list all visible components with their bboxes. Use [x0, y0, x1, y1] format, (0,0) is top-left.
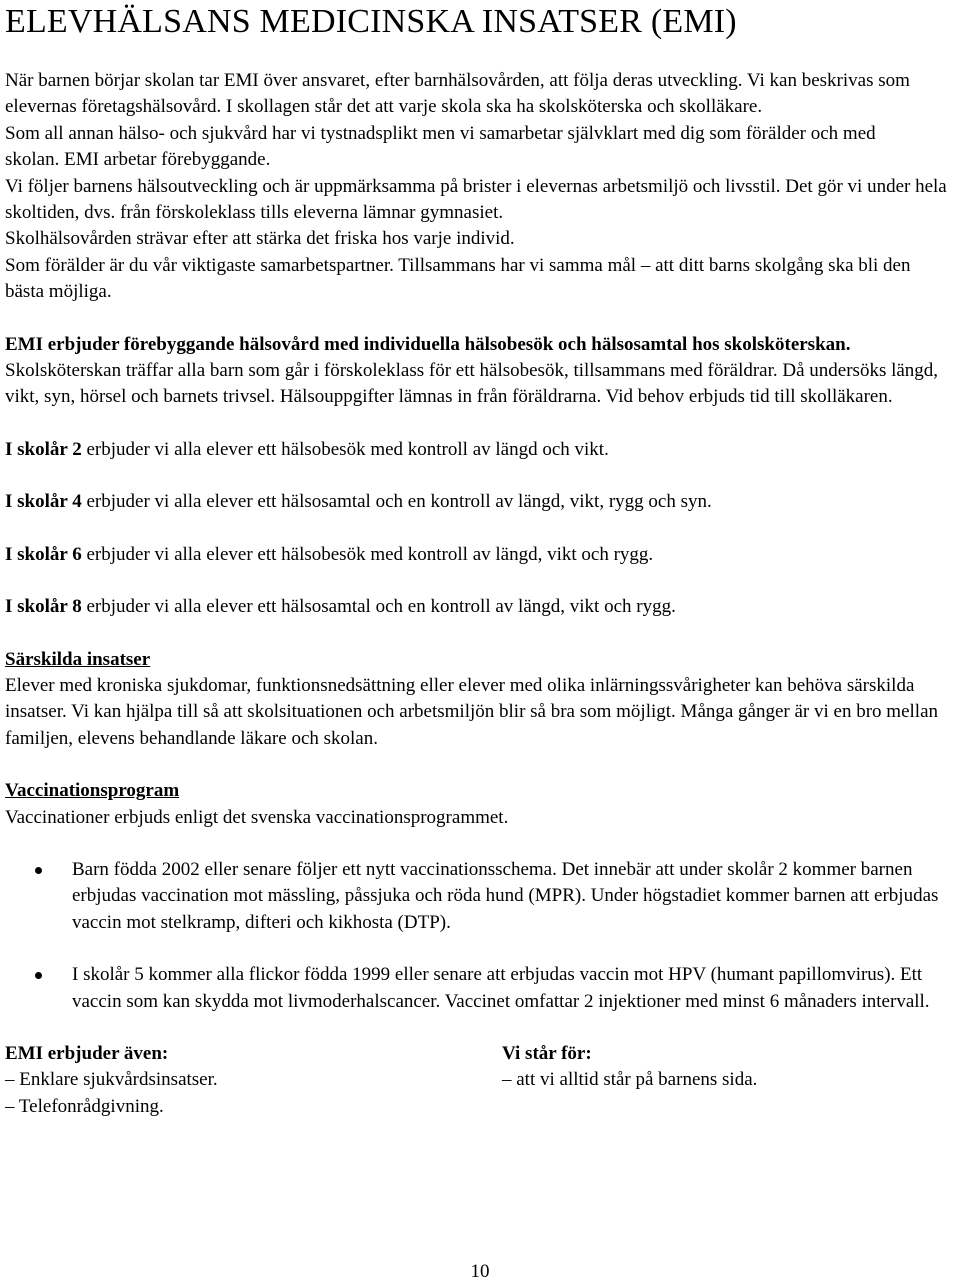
- also-item: – Telefonrådgivning.: [5, 1095, 164, 1117]
- special-text: Elever med kroniska sjukdomar, funktionsnedsättning eller elever med olika inlärningssvårigheter kan behöva särskilda insatser. Vi kan hjälpa till så att skolsituationen och arbetsmiljön blir så bra som möjligt. Många gånger är vi en bro mellan familjen, elevens behandlande läkare och skolan.: [5, 674, 939, 749]
- intro-section: [5, 68, 955, 306]
- page-number: 10: [470, 1261, 490, 1282]
- standfor-column: [502, 1041, 942, 1120]
- grade-4-label: I skolår 4: [5, 491, 82, 513]
- vaccination-heading: Vaccinationsprogram: [5, 780, 180, 802]
- grade-2-text: erbjuder vi alla elever ett hälsobesök med kontroll av längd och vikt.: [81, 438, 609, 460]
- grade-2-paragraph: [5, 437, 955, 463]
- grade-8-text: erbjuder vi alla elever ett hälsosamtal och en kontroll av längd, vikt och rygg.: [81, 596, 676, 618]
- grades-section: [5, 437, 955, 621]
- list-item-text: I skolår 5 kommer alla flickor födda 1999 eller senare att erbjudas vaccin mot HPV (humant papillomvirus). Ett vaccin som kan skydda mot livmoderhalscancer. Vaccinet omfattar 2 injektioner med minst 6 månaders intervall.: [72, 964, 930, 1012]
- grade-4-paragraph: [5, 489, 955, 515]
- bullet-icon: [35, 867, 42, 874]
- intro-paragraph-5: Som förälder är du vår viktigaste samarbetspartner. Tillsammans har vi samma mål – att ditt barns skolgång ska bli den bästa möjliga.: [5, 254, 911, 303]
- intro-paragraph-2: Som all annan hälso- och sjukvård har vi tystnadsplikt men vi samarbetar självklart med dig som förälder och med skolan. EMI arbetar förebyggande.: [5, 122, 876, 171]
- grade-8-label: I skolår 8: [5, 596, 82, 618]
- also-column: [5, 1041, 502, 1120]
- vaccination-text: Vaccinationer erbjuds enligt det svenska vaccinationsprogrammet.: [5, 806, 509, 828]
- intro-paragraph-3: Vi följer barnens hälsoutveckling och är uppmärksamma på brister i elevernas arbetsmiljö och livsstil. Det gör vi under hela skoltiden, dvs. från förskoleklass tills eleverna lämnar gymnasiet.: [5, 175, 947, 224]
- grade-4-text: erbjuder vi alla elever ett hälsosamtal och en kontroll av längd, vikt, rygg och syn.: [81, 491, 712, 513]
- also-item: – Enklare sjukvårdsinsatser.: [5, 1069, 218, 1091]
- list-item: [5, 962, 942, 1015]
- special-heading: Särskilda insatser: [5, 648, 151, 670]
- list-item-text: Barn födda 2002 eller senare följer ett nytt vaccinationsschema. Det innebär att under skolår 2 kommer barnen erbjudas vaccination mot mässling, påssjuka och röda hund (MPR). Under högstadiet kommer barnen att erbjudas vaccin mot stelkramp, difteri och kikhosta (DTP).: [72, 858, 939, 933]
- grade-6-label: I skolår 6: [5, 543, 82, 565]
- standfor-item: – att vi alltid står på barnens sida.: [502, 1069, 758, 1091]
- standfor-heading: Vi står för:: [502, 1042, 592, 1064]
- also-heading: EMI erbjuder även:: [5, 1042, 169, 1064]
- grade-6-paragraph: [5, 542, 955, 568]
- page-title: ELEVHÄLSANS MEDICINSKA INSATSER (EMI): [5, 3, 737, 40]
- vaccination-section: [5, 778, 955, 1015]
- intro-paragraph-4: Skolhälsovården strävar efter att stärka det friska hos varje individ.: [5, 228, 515, 250]
- special-section: [5, 647, 955, 753]
- grade-8-paragraph: [5, 594, 955, 620]
- bullet-icon: [35, 972, 42, 979]
- list-item: [5, 857, 955, 936]
- intro-paragraph-1: När barnen börjar skolan tar EMI över ansvaret, efter barnhälsovården, att följa deras utveckling. Vi kan beskrivas som elevernas företagshälsovård. I skollagen står det att varje skola ska ha skolsköterska och skolläkare.: [5, 70, 910, 118]
- document-page: [5, 0, 955, 1120]
- grade-2-label: I skolår 2: [5, 438, 82, 460]
- vaccination-list: [5, 857, 955, 1015]
- bottom-columns: [5, 1041, 955, 1120]
- offer-text: Skolsköterskan träffar alla barn som går i förskoleklass för ett hälsobesök, tillsammans med föräldrar. Då undersöks längd, vikt, syn, hörsel och barnets trivsel. Hälsouppgifter lämnas in från föräldrarna. Vid behov erbjuds tid till skolläkaren.: [5, 360, 939, 408]
- offer-heading: EMI erbjuder förebyggande hälsovård med individuella hälsobesök och hälsosamtal hos skolsköterskan.: [5, 333, 851, 355]
- grade-6-text: erbjuder vi alla elever ett hälsobesök med kontroll av längd, vikt och rygg.: [81, 543, 654, 565]
- offer-section: [5, 332, 955, 411]
